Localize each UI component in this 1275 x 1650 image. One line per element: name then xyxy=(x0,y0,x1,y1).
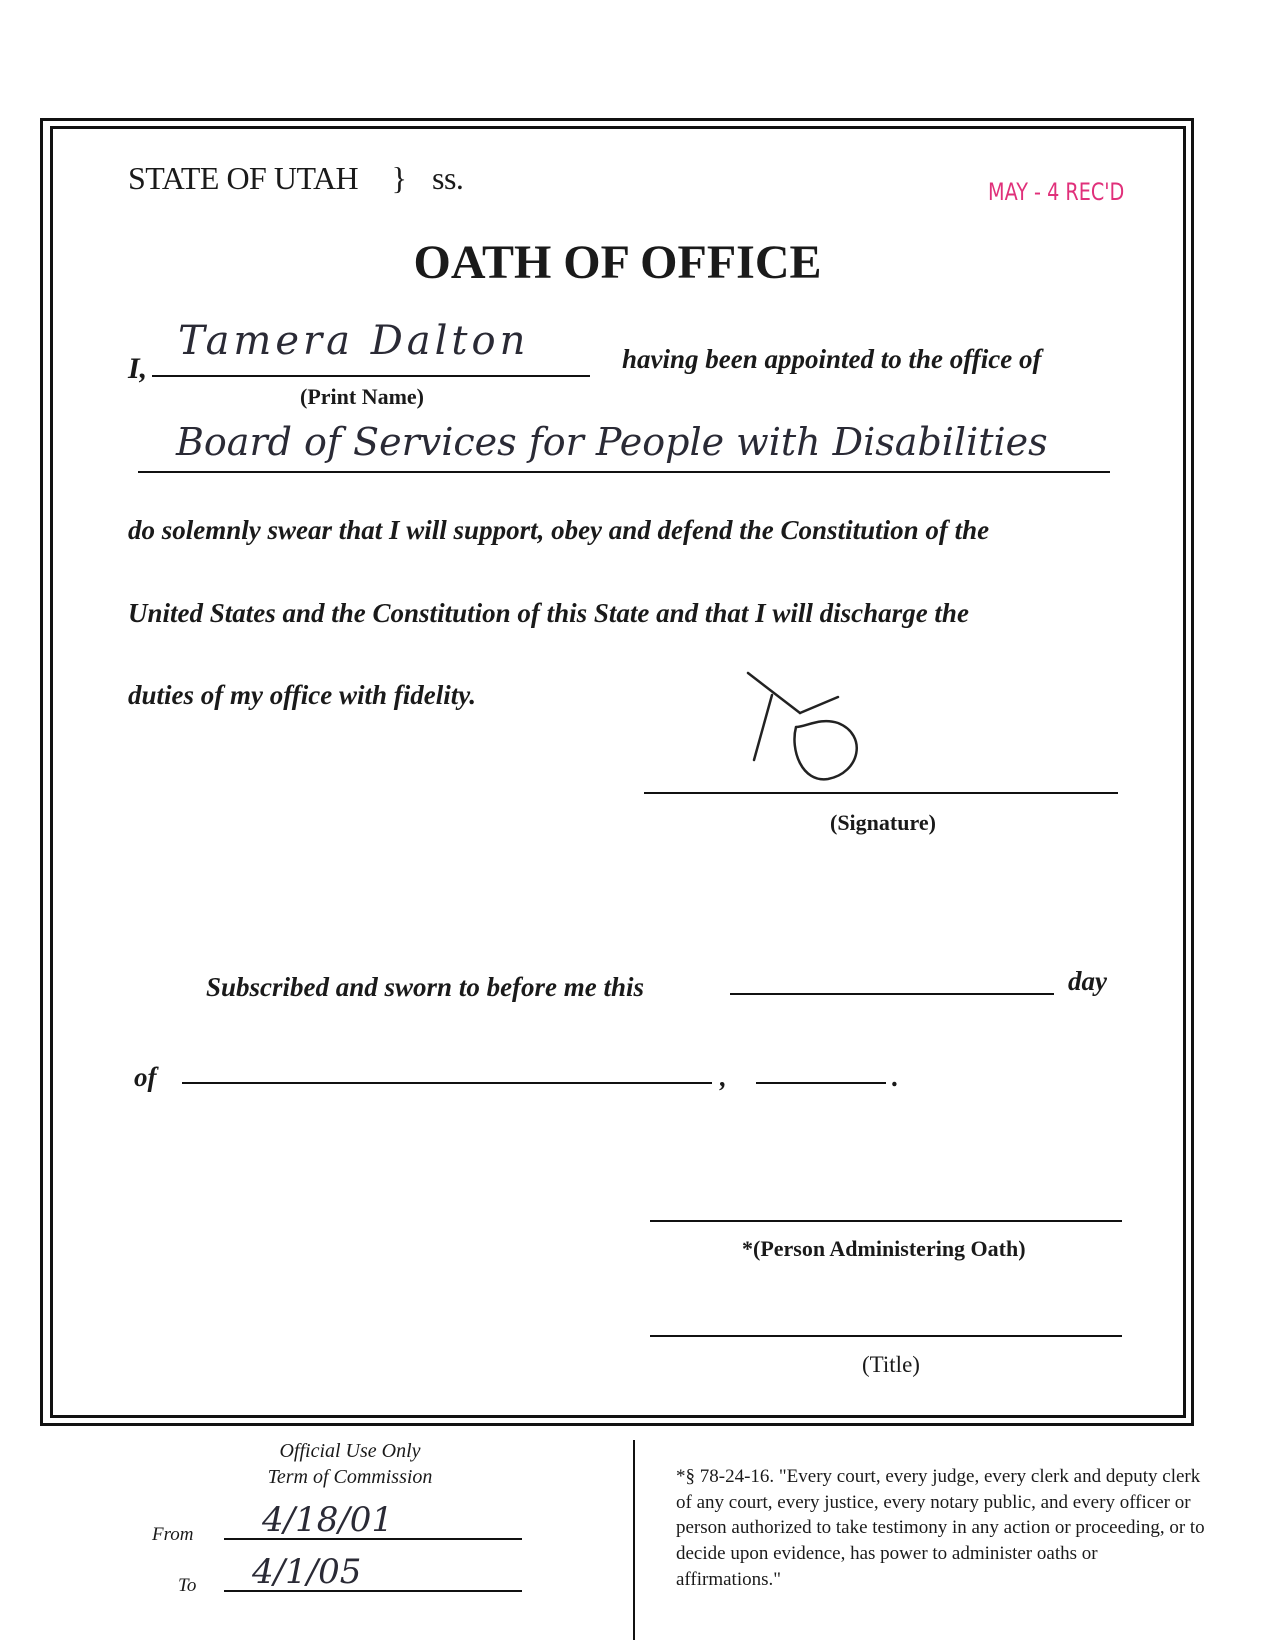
brace: } xyxy=(391,160,407,196)
subscribed-text: Subscribed and sworn to before me this xyxy=(206,972,645,1002)
to-line xyxy=(224,1590,522,1592)
document-title: OATH OF OFFICE xyxy=(413,236,822,289)
footer-divider xyxy=(633,1440,635,1640)
title-line xyxy=(650,1335,1122,1337)
print-name-caption: (Print Name) xyxy=(300,384,425,409)
from-label: From xyxy=(152,1524,194,1545)
oath-line-1: do solemnly swear that I will support, obey and defend the Constitution of the xyxy=(128,515,990,545)
state-header xyxy=(128,160,463,197)
handwritten-signature xyxy=(720,665,910,790)
from-date: 4/18/01 xyxy=(262,1500,394,1540)
of-label: of xyxy=(134,1062,157,1092)
oath-line-3: duties of my office with fidelity. xyxy=(128,680,476,710)
name-line xyxy=(152,375,590,377)
to-date: 4/1/05 xyxy=(252,1552,362,1592)
official-use-block xyxy=(200,1438,500,1490)
day-line xyxy=(730,993,1054,995)
comma-mark: , xyxy=(720,1062,727,1092)
handwritten-office: Board of Services for People with Disabilities xyxy=(176,420,1048,464)
signature-caption: (Signature) xyxy=(830,810,936,835)
month-line xyxy=(182,1082,712,1084)
handwritten-name: Tamera Dalton xyxy=(178,318,530,364)
day-label: day xyxy=(1068,966,1107,996)
official-use-heading: Official Use Only xyxy=(279,1440,421,1462)
administering-caption: *(Person Administering Oath) xyxy=(742,1236,1026,1261)
oath-line-2: United States and the Constitution of this State and that I will discharge the xyxy=(128,598,969,628)
period-mark: . xyxy=(892,1062,899,1092)
appointed-text: having been appointed to the office of xyxy=(622,344,1042,374)
to-label: To xyxy=(178,1575,197,1596)
received-stamp: MAY - 4 REC'D xyxy=(988,178,1125,206)
statute-footnote: *§ 78-24-16. "Every court, every judge, every clerk and deputy clerk of any court, every justice, every notary public, and every officer or person authorized to take testimony in any action or proceeding, or to decide upon evidence, has power to administer oaths or affirmations." xyxy=(676,1466,1205,1590)
term-of-commission-heading: Term of Commission xyxy=(267,1466,433,1488)
year-line xyxy=(756,1082,886,1084)
title-caption: (Title) xyxy=(862,1352,920,1377)
ss-label: ss. xyxy=(432,160,464,196)
office-line xyxy=(138,471,1110,473)
from-line xyxy=(224,1538,522,1540)
i-prefix: I, xyxy=(128,352,148,385)
administering-line xyxy=(650,1220,1122,1222)
state-name: STATE OF UTAH xyxy=(128,160,359,196)
signature-line xyxy=(644,792,1118,794)
